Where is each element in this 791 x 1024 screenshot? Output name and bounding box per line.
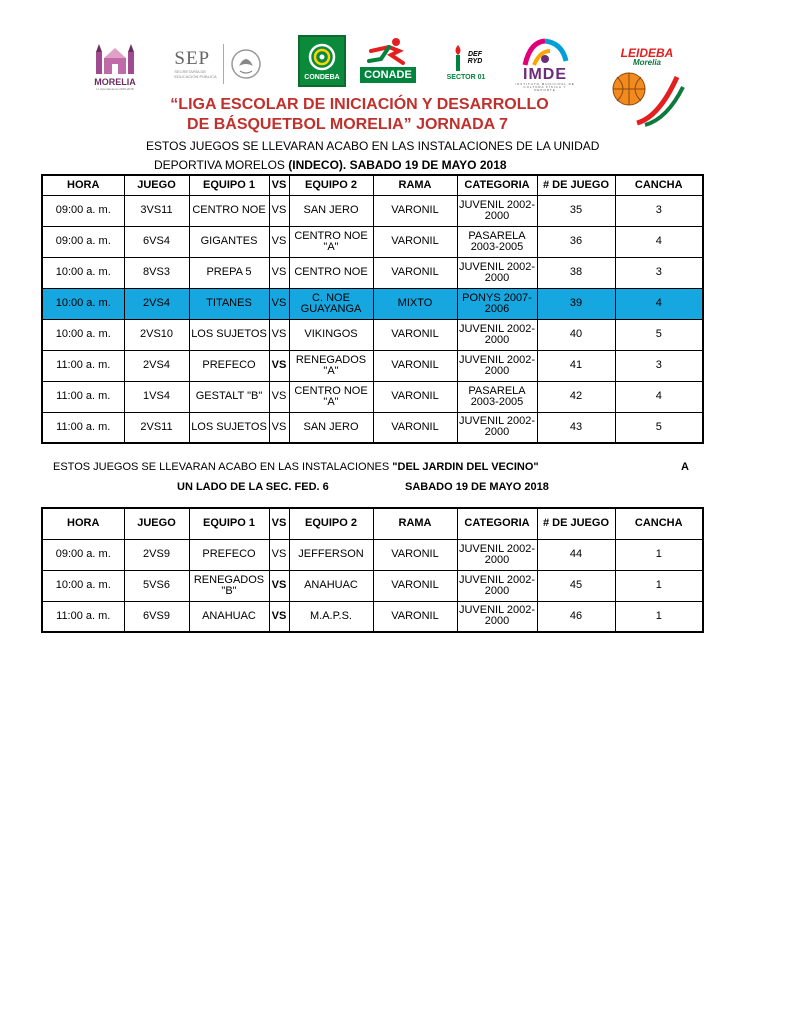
table-row (42, 257, 703, 288)
cell-cancha: 5 (615, 412, 703, 443)
cell-juego: 8VS3 (124, 257, 189, 288)
section2-venue-place: "DEL JARDIN DEL VECINO" (392, 461, 539, 473)
cell-hora: 09:00 a. m. (42, 195, 124, 226)
column-header-vs: VS (269, 175, 289, 195)
cell-numero-juego: 40 (537, 319, 615, 350)
cell-vs: VS (269, 601, 289, 632)
table-row (42, 570, 703, 601)
cell-equipo-2: CENTRO NOE "A" (289, 226, 373, 257)
column-header-categoria: CATEGORIA (457, 175, 537, 195)
cell-hora: 11:00 a. m. (42, 412, 124, 443)
column-header-equipo-1: EQUIPO 1 (189, 508, 269, 539)
section2-venue-date: SABADO 19 DE MAYO 2018 (405, 481, 549, 493)
page-title-line-1: “LIGA ESCOLAR DE INICIACIÓN Y DESARROLLO (170, 96, 549, 113)
cell-numero-juego: 46 (537, 601, 615, 632)
cell-cancha: 4 (615, 226, 703, 257)
column-header-numero-juego: # DE JUEGO (537, 508, 615, 539)
cell-juego: 2VS10 (124, 319, 189, 350)
table-row (42, 226, 703, 257)
cell-hora: 11:00 a. m. (42, 381, 124, 412)
cell-rama: VARONIL (373, 226, 457, 257)
cell-vs: VS (269, 257, 289, 288)
cell-cancha: 3 (615, 195, 703, 226)
cell-juego: 2VS4 (124, 350, 189, 381)
sep-logo (162, 40, 274, 88)
defryd-logo (438, 38, 494, 86)
cell-equipo-2: RENEGADOS "A" (289, 350, 373, 381)
conade-logo (358, 35, 418, 85)
section1-venue-date: (INDECO). SABADO 19 DE MAYO 2018 (288, 158, 507, 172)
cell-numero-juego: 43 (537, 412, 615, 443)
defryd-sector: SECTOR 01 (446, 74, 486, 81)
cell-vs: VS (269, 319, 289, 350)
conade-logo-name: CONADE (360, 67, 416, 83)
leideba-logo-sub: Morelia (632, 58, 661, 67)
table-row (42, 539, 703, 570)
column-header-equipo-1: EQUIPO 1 (189, 175, 269, 195)
cell-categoria: JUVENIL 2002-2000 (457, 539, 537, 570)
table-row (42, 412, 703, 443)
condeba-emblem-icon (307, 42, 337, 72)
cell-equipo-1: PREPA 5 (189, 257, 269, 288)
schedule-table-1 (41, 174, 704, 444)
cell-rama: VARONIL (373, 257, 457, 288)
section2-venue-intro: ESTOS JUEGOS SE LLEVARAN ACABO EN LAS INSTALACIONES (53, 461, 393, 473)
cell-hora: 11:00 a. m. (42, 350, 124, 381)
cell-cancha: 3 (615, 257, 703, 288)
cell-juego: 6VS4 (124, 226, 189, 257)
defryd-line1: DEF (468, 51, 482, 58)
runner-icon (363, 37, 413, 65)
cell-equipo-2: ANAHUAC (289, 570, 373, 601)
cell-juego: 1VS4 (124, 381, 189, 412)
cell-juego: 2VS11 (124, 412, 189, 443)
table-header-row (42, 175, 703, 195)
cell-categoria: JUVENIL 2002-2000 (457, 350, 537, 381)
cell-equipo-1: TITANES (189, 288, 269, 319)
cell-numero-juego: 39 (537, 288, 615, 319)
cell-categoria: JUVENIL 2002-2000 (457, 412, 537, 443)
cell-vs: VS (269, 412, 289, 443)
cell-rama: VARONIL (373, 381, 457, 412)
cell-equipo-2: CENTRO NOE (289, 257, 373, 288)
cell-vs: VS (269, 539, 289, 570)
cell-juego: 6VS9 (124, 601, 189, 632)
cell-equipo-1: GIGANTES (189, 226, 269, 257)
column-header-hora: HORA (42, 175, 124, 195)
cell-equipo-2: CENTRO NOE "A" (289, 381, 373, 412)
cell-juego: 5VS6 (124, 570, 189, 601)
cell-numero-juego: 35 (537, 195, 615, 226)
table-header-row (42, 508, 703, 539)
sep-logo-name: SEP (174, 48, 211, 70)
table-row (42, 601, 703, 632)
page-title-line-2: DE BÁSQUETBOL MORELIA” JORNADA 7 (187, 116, 508, 133)
cell-rama: VARONIL (373, 350, 457, 381)
column-header-cancha: CANCHA (615, 508, 703, 539)
imde-emblem-icon (520, 37, 570, 67)
cell-equipo-2: M.A.P.S. (289, 601, 373, 632)
cell-equipo-2: C. NOE GUAYANGA (289, 288, 373, 319)
column-header-categoria: CATEGORIA (457, 508, 537, 539)
condeba-logo (298, 35, 346, 87)
section1-venue-line-1: ESTOS JUEGOS SE LLEVARAN ACABO EN LAS INSTALACIONES DE LA UNIDAD (146, 139, 600, 153)
section1-venue-line-2 (154, 157, 507, 173)
section2-venue-side: UN LADO DE LA SEC. FED. 6 (177, 481, 329, 493)
cell-categoria: PONYS 2007-2006 (457, 288, 537, 319)
cell-categoria: JUVENIL 2002-2000 (457, 570, 537, 601)
cell-cancha: 1 (615, 601, 703, 632)
sep-logo-subtitle-1: SECRETARÍA DE (174, 69, 207, 75)
cell-rama: VARONIL (373, 412, 457, 443)
imde-logo (512, 36, 578, 92)
schedule-table-2 (41, 507, 704, 633)
table-row (42, 350, 703, 381)
imde-logo-name: IMDE (523, 65, 567, 83)
cell-numero-juego: 41 (537, 350, 615, 381)
column-header-numero-juego: # DE JUEGO (537, 175, 615, 195)
cell-equipo-2: SAN JERO (289, 195, 373, 226)
column-header-equipo-2: EQUIPO 2 (289, 508, 373, 539)
morelia-logo-name: MORELIA (94, 76, 136, 87)
cell-vs: VS (269, 288, 289, 319)
cell-equipo-2: VIKINGOS (289, 319, 373, 350)
cathedral-icon (92, 42, 138, 76)
column-header-cancha: CANCHA (615, 175, 703, 195)
cell-numero-juego: 44 (537, 539, 615, 570)
column-header-juego: JUEGO (124, 175, 189, 195)
cell-equipo-1: GESTALT "B" (189, 381, 269, 412)
cell-categoria: PASARELA 2003-2005 (457, 381, 537, 412)
section2-venue-a: A (681, 461, 689, 473)
cell-vs: VS (269, 350, 289, 381)
morelia-logo-subtitle: H. Ayuntamiento 2015-2018 (96, 86, 134, 91)
cell-hora: 10:00 a. m. (42, 257, 124, 288)
eagle-seal-icon (230, 44, 262, 84)
cell-vs: VS (269, 195, 289, 226)
cell-equipo-2: SAN JERO (289, 412, 373, 443)
cell-categoria: JUVENIL 2002-2000 (457, 319, 537, 350)
cell-equipo-1: PREFECO (189, 350, 269, 381)
cell-hora: 10:00 a. m. (42, 570, 124, 601)
cell-numero-juego: 42 (537, 381, 615, 412)
cell-cancha: 4 (615, 381, 703, 412)
sep-logo-subtitle-2: EDUCACIÓN PÚBLICA (174, 74, 217, 79)
cell-hora: 09:00 a. m. (42, 226, 124, 257)
cell-equipo-1: ANAHUAC (189, 601, 269, 632)
cell-rama: VARONIL (373, 539, 457, 570)
morelia-logo (76, 36, 154, 96)
cell-rama: VARONIL (373, 319, 457, 350)
cell-rama: VARONIL (373, 195, 457, 226)
table-row (42, 288, 703, 319)
cell-categoria: PASARELA 2003-2005 (457, 226, 537, 257)
column-header-rama: RAMA (373, 508, 457, 539)
cell-cancha: 5 (615, 319, 703, 350)
cell-equipo-1: PREFECO (189, 539, 269, 570)
cell-vs: VS (269, 226, 289, 257)
cell-cancha: 1 (615, 570, 703, 601)
cell-equipo-1: LOS SUJETOS (189, 319, 269, 350)
section2-venue-line-1 (53, 460, 539, 474)
table-row (42, 195, 703, 226)
cell-vs: VS (269, 381, 289, 412)
cell-hora: 09:00 a. m. (42, 539, 124, 570)
cell-vs: VS (269, 570, 289, 601)
imde-logo-subtitle: INSTITUTO MUNICIPAL DE CULTURA FÍSICA Y DEPORTE (515, 81, 575, 92)
cell-numero-juego: 45 (537, 570, 615, 601)
cell-equipo-1: LOS SUJETOS (189, 412, 269, 443)
cell-rama: VARONIL (373, 570, 457, 601)
column-header-rama: RAMA (373, 175, 457, 195)
cell-hora: 10:00 a. m. (42, 288, 124, 319)
cell-hora: 11:00 a. m. (42, 601, 124, 632)
defryd-line2: RYD (467, 58, 483, 65)
cell-juego: 2VS4 (124, 288, 189, 319)
cell-cancha: 4 (615, 288, 703, 319)
leideba-logo-name: LEIDEBA (620, 46, 674, 60)
condeba-logo-name: CONDEBA (304, 73, 340, 81)
cell-numero-juego: 36 (537, 226, 615, 257)
torch-icon (450, 43, 466, 73)
column-header-vs: VS (269, 508, 289, 539)
cell-categoria: JUVENIL 2002-2000 (457, 195, 537, 226)
cell-rama: MIXTO (373, 288, 457, 319)
section1-venue-place: DEPORTIVA MORELOS (154, 158, 289, 172)
cell-categoria: JUVENIL 2002-2000 (457, 257, 537, 288)
cell-juego: 2VS9 (124, 539, 189, 570)
cell-equipo-1: CENTRO NOE (189, 195, 269, 226)
column-header-equipo-2: EQUIPO 2 (289, 175, 373, 195)
cell-hora: 10:00 a. m. (42, 319, 124, 350)
cell-categoria: JUVENIL 2002-2000 (457, 601, 537, 632)
cell-numero-juego: 38 (537, 257, 615, 288)
table-row (42, 319, 703, 350)
cell-equipo-2: JEFFERSON (289, 539, 373, 570)
column-header-hora: HORA (42, 508, 124, 539)
cell-juego: 3VS11 (124, 195, 189, 226)
cell-cancha: 1 (615, 539, 703, 570)
cell-rama: VARONIL (373, 601, 457, 632)
table-row (42, 381, 703, 412)
column-header-juego: JUEGO (124, 508, 189, 539)
cell-equipo-1: RENEGADOS "B" (189, 570, 269, 601)
cell-cancha: 3 (615, 350, 703, 381)
